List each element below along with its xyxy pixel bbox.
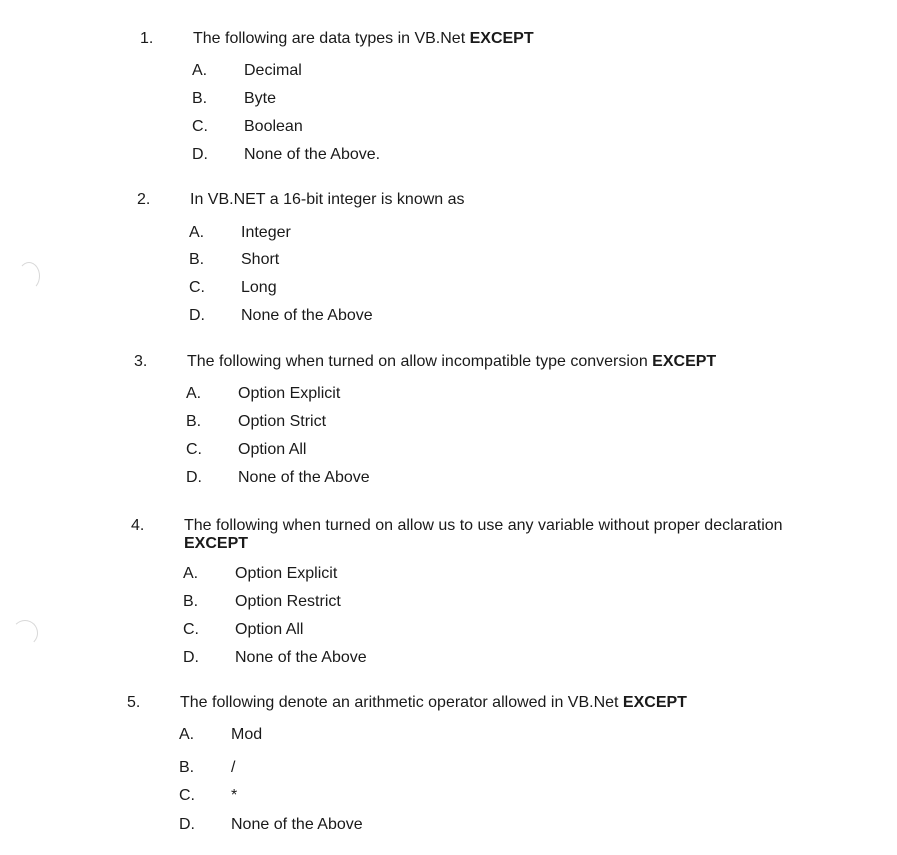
question-number: 4. (131, 517, 145, 534)
option-letter: B. (179, 759, 195, 776)
option-text: Integer (241, 224, 291, 241)
question-number: 2. (137, 191, 151, 208)
option-text: / (231, 759, 236, 776)
question-stem: The following when turned on allow incompatible type conversion (187, 353, 648, 370)
question-number: 5. (127, 694, 141, 711)
question-text (193, 30, 813, 48)
scan-artifact (12, 620, 38, 646)
option-text: Long (241, 279, 277, 296)
option-letter: C. (183, 621, 199, 638)
option-text: Option Restrict (235, 593, 341, 610)
option-text: Short (241, 251, 280, 268)
option-text: * (231, 787, 238, 804)
question-number: 1. (140, 30, 154, 47)
option-text: None of the Above (241, 307, 373, 324)
option-text: None of the Above (235, 649, 367, 666)
question-emphasis: EXCEPT (622, 694, 687, 711)
option-letter: D. (183, 649, 199, 666)
option-letter: D. (186, 469, 202, 486)
option-letter: A. (192, 62, 208, 79)
question-stem: The following when turned on allow us to use any variable without proper declaration (184, 517, 783, 534)
option-letter: A. (189, 224, 205, 241)
question-number: 3. (134, 353, 148, 370)
option-letter: C. (189, 279, 205, 296)
question-3 (134, 353, 834, 493)
option-text: None of the Above (238, 469, 370, 486)
question-stem: In VB.NET a 16-bit integer is known as (190, 191, 465, 208)
option-letter: B. (186, 413, 202, 430)
question-emphasis: EXCEPT (184, 535, 249, 552)
option-text: Byte (244, 90, 277, 107)
option-text: Option Strict (238, 413, 327, 430)
scan-artifact (18, 262, 40, 290)
option-letter: D. (192, 146, 208, 163)
option-letter: D. (179, 816, 195, 833)
option-letter: A. (183, 565, 199, 582)
option-letter: A. (186, 385, 202, 402)
option-text: Option Explicit (235, 565, 338, 582)
question-stem: The following denote an arithmetic operator allowed in VB.Net (180, 694, 619, 711)
question-text (187, 353, 807, 371)
option-letter: B. (183, 593, 199, 610)
option-letter: D. (189, 307, 205, 324)
question-text (184, 517, 814, 553)
option-letter: C. (192, 118, 208, 135)
option-letter: B. (189, 251, 205, 268)
option-text: None of the Above (231, 816, 363, 833)
option-text: None of the Above. (244, 146, 381, 163)
option-text: Option Explicit (238, 385, 341, 402)
question-5 (127, 694, 827, 844)
question-emphasis: EXCEPT (652, 353, 717, 370)
question-1 (140, 30, 840, 170)
option-letter: C. (179, 787, 195, 804)
question-emphasis: EXCEPT (469, 30, 534, 47)
question-text (180, 694, 800, 712)
option-text: Mod (231, 726, 263, 743)
question-stem: The following are data types in VB.Net (193, 30, 466, 47)
option-text: Decimal (244, 62, 302, 79)
question-text (190, 191, 810, 209)
question-2 (137, 191, 837, 331)
option-text: Boolean (244, 118, 303, 135)
option-text: Option All (238, 441, 307, 458)
option-text: Option All (235, 621, 304, 638)
option-letter: A. (179, 726, 195, 743)
question-4 (131, 517, 851, 677)
option-letter: B. (192, 90, 208, 107)
option-letter: C. (186, 441, 202, 458)
